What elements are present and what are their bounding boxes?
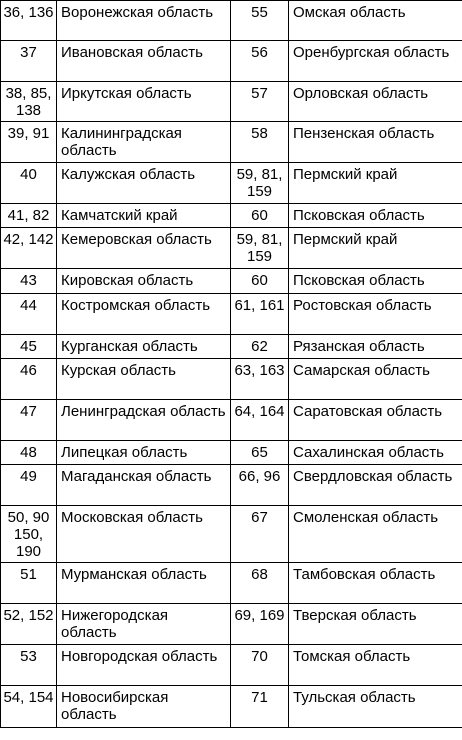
region-right-cell: Псковская область (289, 269, 462, 294)
region-left-cell: Калужская область (57, 163, 231, 204)
code-right-cell: 60 (231, 204, 289, 228)
region-right-cell: Саратовская область (289, 400, 462, 441)
code-right-cell: 66, 96 (231, 465, 289, 506)
code-left-cell: 37 (1, 41, 57, 82)
table-row (1, 686, 462, 728)
code-right-cell: 65 (231, 441, 289, 465)
table-row (1, 400, 462, 441)
code-left-cell: 45 (1, 335, 57, 359)
region-left-cell: Новгородская область (57, 645, 231, 686)
region-left-cell: Ленинградская область (57, 400, 231, 441)
table-row (1, 359, 462, 400)
code-left-cell: 39, 91 (1, 122, 57, 163)
region-right-cell: Пензенская область (289, 122, 462, 163)
code-right-cell: 57 (231, 82, 289, 122)
table-row (1, 1, 462, 41)
table-row (1, 604, 462, 645)
region-right-cell: Ростовская область (289, 294, 462, 335)
region-left-cell: Ивановская область (57, 41, 231, 82)
region-left-cell: Камчатский край (57, 204, 231, 228)
code-left-cell: 36, 136 (1, 1, 57, 41)
region-right-cell: Свердловская область (289, 465, 462, 506)
region-right-cell: Пермский край (289, 228, 462, 269)
code-left-cell: 38, 85, 138 (1, 82, 57, 122)
region-left-cell: Московская область (57, 506, 231, 563)
code-right-cell: 63, 163 (231, 359, 289, 400)
region-left-cell: Новосибирская область (57, 686, 231, 728)
region-left-cell: Калининградская область (57, 122, 231, 163)
table-row (1, 645, 462, 686)
code-left-cell: 43 (1, 269, 57, 294)
region-right-cell: Тульская область (289, 686, 462, 728)
region-right-cell: Рязанская область (289, 335, 462, 359)
code-right-cell: 59, 81, 159 (231, 228, 289, 269)
region-right-cell: Смоленская область (289, 506, 462, 563)
code-right-cell: 67 (231, 506, 289, 563)
table-row (1, 335, 462, 359)
code-left-cell: 49 (1, 465, 57, 506)
region-left-cell: Иркутская область (57, 82, 231, 122)
region-right-cell: Орловская область (289, 82, 462, 122)
code-right-cell: 55 (231, 1, 289, 41)
table-row (1, 204, 462, 228)
code-left-cell: 46 (1, 359, 57, 400)
table-row (1, 294, 462, 335)
code-left-cell: 52, 152 (1, 604, 57, 645)
code-right-cell: 64, 164 (231, 400, 289, 441)
code-right-cell: 62 (231, 335, 289, 359)
region-left-cell: Кемеровская область (57, 228, 231, 269)
region-right-cell: Омская область (289, 1, 462, 41)
table-body (1, 1, 462, 728)
code-left-cell: 42, 142 (1, 228, 57, 269)
code-right-cell: 69, 169 (231, 604, 289, 645)
table-row (1, 82, 462, 122)
code-right-cell: 61, 161 (231, 294, 289, 335)
table-row (1, 563, 462, 604)
code-left-cell: 53 (1, 645, 57, 686)
region-right-cell: Томская область (289, 645, 462, 686)
code-right-cell: 56 (231, 41, 289, 82)
table-row (1, 41, 462, 82)
code-right-cell: 58 (231, 122, 289, 163)
code-right-cell: 70 (231, 645, 289, 686)
region-right-cell: Тверская область (289, 604, 462, 645)
code-left-cell: 40 (1, 163, 57, 204)
code-left-cell: 51 (1, 563, 57, 604)
region-right-cell: Сахалинская область (289, 441, 462, 465)
region-right-cell: Псковская область (289, 204, 462, 228)
region-right-cell: Оренбургская область (289, 41, 462, 82)
region-left-cell: Курская область (57, 359, 231, 400)
code-left-cell: 48 (1, 441, 57, 465)
region-right-cell: Самарская область (289, 359, 462, 400)
region-left-cell: Нижегородская область (57, 604, 231, 645)
region-right-cell: Пермский край (289, 163, 462, 204)
region-right-cell: Тамбовская область (289, 563, 462, 604)
region-left-cell: Мурманская область (57, 563, 231, 604)
region-left-cell: Липецкая область (57, 441, 231, 465)
region-left-cell: Курганская область (57, 335, 231, 359)
code-left-cell: 50, 90 150, 190 (1, 506, 57, 563)
region-left-cell: Кировская область (57, 269, 231, 294)
code-left-cell: 41, 82 (1, 204, 57, 228)
table-row (1, 441, 462, 465)
table-row (1, 465, 462, 506)
code-left-cell: 44 (1, 294, 57, 335)
table-row (1, 122, 462, 163)
region-left-cell: Костромская область (57, 294, 231, 335)
code-right-cell: 68 (231, 563, 289, 604)
table-row (1, 506, 462, 563)
code-left-cell: 47 (1, 400, 57, 441)
code-right-cell: 59, 81, 159 (231, 163, 289, 204)
region-left-cell: Магаданская область (57, 465, 231, 506)
table-row (1, 228, 462, 269)
code-left-cell: 54, 154 (1, 686, 57, 728)
table-row (1, 163, 462, 204)
region-left-cell: Воронежская область (57, 1, 231, 41)
code-right-cell: 71 (231, 686, 289, 728)
code-right-cell: 60 (231, 269, 289, 294)
table-row (1, 269, 462, 294)
